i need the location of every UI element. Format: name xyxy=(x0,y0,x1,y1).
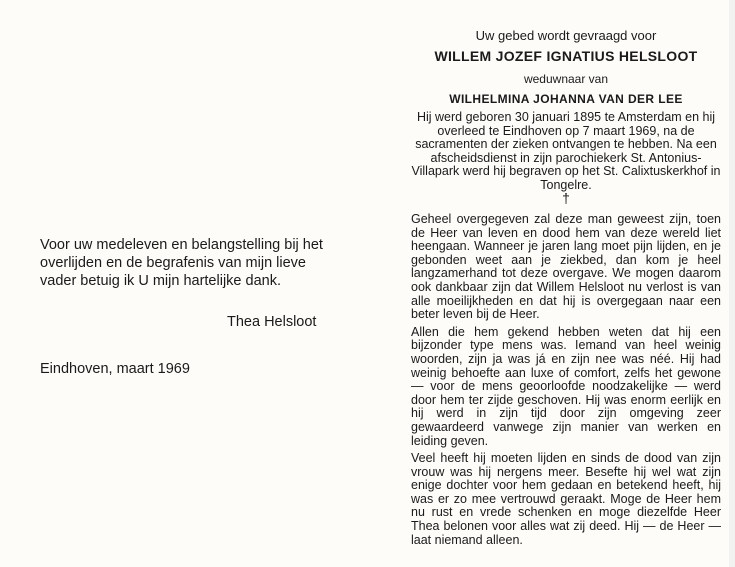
left-panel xyxy=(40,236,340,290)
deceased-name: WILLEM JOZEF IGNATIUS HELSLOOT xyxy=(434,48,698,64)
signature: Thea Helsloot xyxy=(227,314,317,330)
place-date: Eindhoven, maart 1969 xyxy=(40,361,190,377)
spouse-name: WILHELMINA JOHANNA VAN DER LEE xyxy=(449,92,683,106)
biography: Hij werd geboren 30 januari 1895 te Amsterdam en hij overleed te Eindhoven op 7 maart 1969, na de sacramenten der zieken ontvangen te hebben. Na een afscheidsdienst in zijn parochiekerk St. Antonius-Villapark werd hij begraven op het St. Calixtuskerkhof in Tongelre. xyxy=(411,110,721,192)
tribute-text xyxy=(411,213,721,551)
tribute-paragraph-3: Veel heeft hij moeten lijden en sinds de dood van zijn vrouw was hij nergens meer. Besefte hij wel wat zijn enige dochter voor hem gedaan en betekend heeft, hij was er zo mee vertrouwd geraakt. Moge de Heer hem nu rust en vrede schenken en moge diezelfde Heer Thea belonen voor alles wat zij deed. Hij — de Heer — laat niemand alleen. xyxy=(411,451,721,547)
cross-icon: † xyxy=(562,190,570,206)
widower-label: weduwnaar van xyxy=(523,72,609,86)
tribute-paragraph-1: Geheel overgegeven zal deze man geweest zijn, toen de Heer van leven en dood hem van deze wereld liet heengaan. Wanneer je jaren lang moet pijn lijden, en je gebonden weet aan je ziekbed, dan kom je heel langzamerhand tot deze overgave. We mogen daarom ook dankbaar zijn dat Willem Helsloot nu verlost is van alle moeilijkheden en dat hij is overgegaan naar een beter leven bij de Heer. xyxy=(411,212,721,322)
tribute-paragraph-2: Allen die hem gekend hebben weten dat hij een bijzonder type mens was. Iemand van heel weinig woorden, zijn ja was já en zijn nee was néé. Hij had weinig behoefte aan luxe of comfort, zelfs het gewone — voor de mens geoorloofde noodzakelijke — werd door hem ter zijde geschoven. Hij was enorm eerlijk en hij werd in zijn tijd door zijn omgeving zeer gewaardeerd vanwege zijn manier van werken en leiding geven. xyxy=(411,324,721,448)
thanks-text: Voor uw medeleven en belangstelling bij het overlijden en de begrafenis van mijn lieve vader betuig ik U mijn hartelijke dank. xyxy=(40,237,323,289)
prayer-request: Uw gebed wordt gevraagd voor xyxy=(475,28,657,43)
